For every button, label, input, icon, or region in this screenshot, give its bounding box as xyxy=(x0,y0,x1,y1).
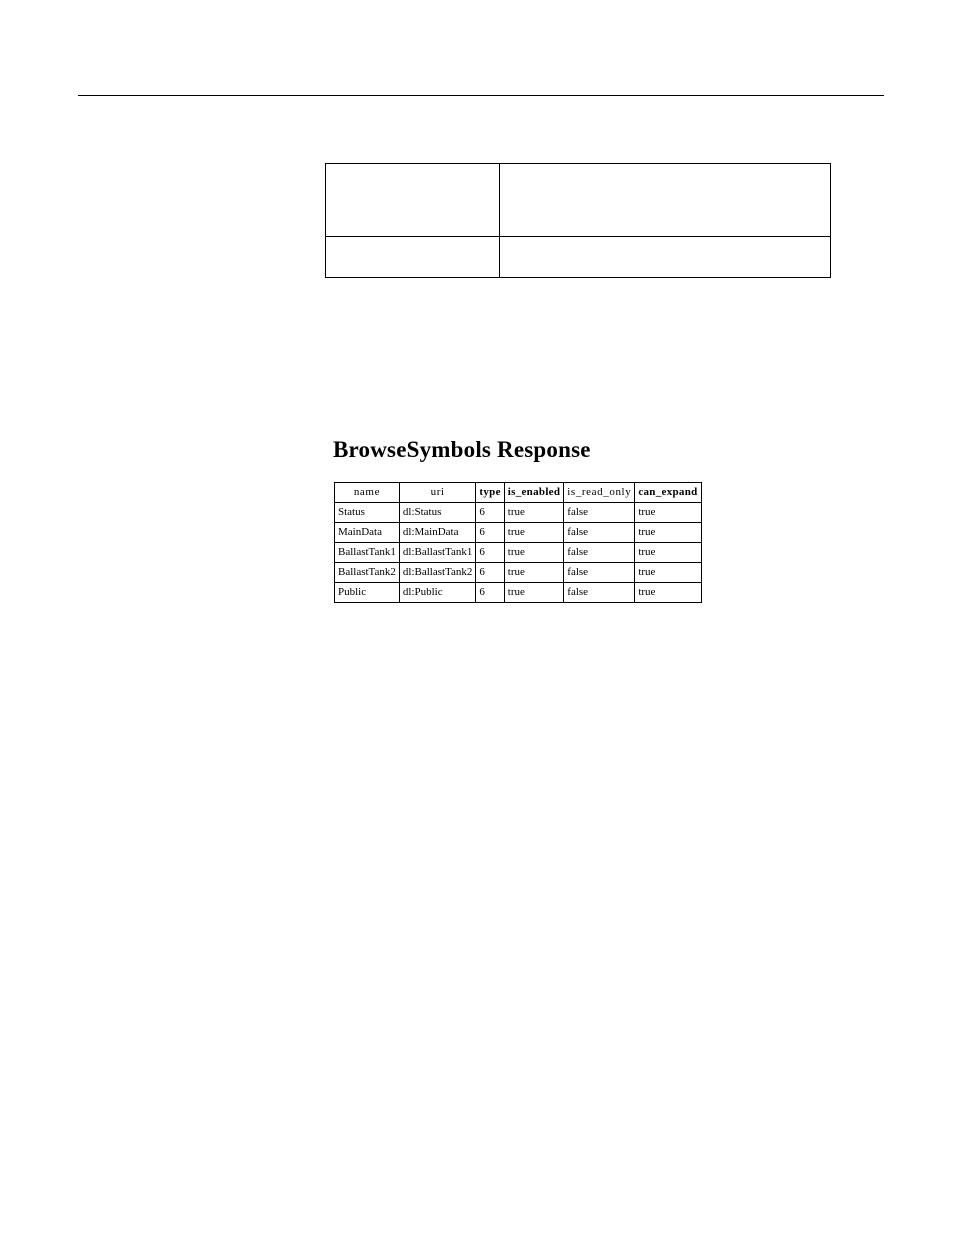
table-row xyxy=(335,503,702,523)
cell-is-read-only: false xyxy=(564,503,635,523)
table-row xyxy=(326,237,831,278)
cell-can-expand: true xyxy=(635,523,701,543)
page-title: BrowseSymbols Response xyxy=(333,437,591,462)
table-row xyxy=(335,523,702,543)
column-header-uri: uri xyxy=(399,483,476,503)
cell-name: BallastTank2 xyxy=(335,563,400,583)
column-header-type: type xyxy=(476,483,504,503)
empty-layout-table xyxy=(325,163,831,278)
cell-is-enabled: true xyxy=(504,583,564,603)
column-header-is-read-only: is_read_only xyxy=(564,483,635,503)
cell-is-enabled: true xyxy=(504,543,564,563)
column-header-is-enabled: is_enabled xyxy=(504,483,564,503)
cell-type: 6 xyxy=(476,543,504,563)
empty-cell-left-2 xyxy=(326,237,500,278)
cell-type: 6 xyxy=(476,563,504,583)
cell-is-read-only: false xyxy=(564,583,635,603)
cell-name: BallastTank1 xyxy=(335,543,400,563)
cell-is-enabled: true xyxy=(504,563,564,583)
cell-is-read-only: false xyxy=(564,523,635,543)
cell-uri: dl:Public xyxy=(399,583,476,603)
cell-name: MainData xyxy=(335,523,400,543)
cell-name: Public xyxy=(335,583,400,603)
cell-is-enabled: true xyxy=(504,503,564,523)
cell-can-expand: true xyxy=(635,583,701,603)
cell-uri: dl:BallastTank1 xyxy=(399,543,476,563)
cell-can-expand: true xyxy=(635,563,701,583)
cell-type: 6 xyxy=(476,503,504,523)
table-row xyxy=(335,583,702,603)
cell-can-expand: true xyxy=(635,543,701,563)
table-row xyxy=(335,563,702,583)
table-header-row xyxy=(335,483,702,503)
header-divider xyxy=(78,95,884,96)
cell-is-read-only: false xyxy=(564,543,635,563)
table-row xyxy=(326,164,831,237)
browse-symbols-table xyxy=(334,482,702,603)
cell-uri: dl:Status xyxy=(399,503,476,523)
column-header-name: name xyxy=(335,483,400,503)
cell-is-enabled: true xyxy=(504,523,564,543)
empty-cell-right-1 xyxy=(500,164,831,237)
cell-is-read-only: false xyxy=(564,563,635,583)
cell-type: 6 xyxy=(476,523,504,543)
empty-cell-left-1 xyxy=(326,164,500,237)
cell-type: 6 xyxy=(476,583,504,603)
empty-cell-right-2 xyxy=(500,237,831,278)
table-row xyxy=(335,543,702,563)
column-header-can-expand: can_expand xyxy=(635,483,701,503)
cell-can-expand: true xyxy=(635,503,701,523)
cell-name: Status xyxy=(335,503,400,523)
cell-uri: dl:MainData xyxy=(399,523,476,543)
cell-uri: dl:BallastTank2 xyxy=(399,563,476,583)
